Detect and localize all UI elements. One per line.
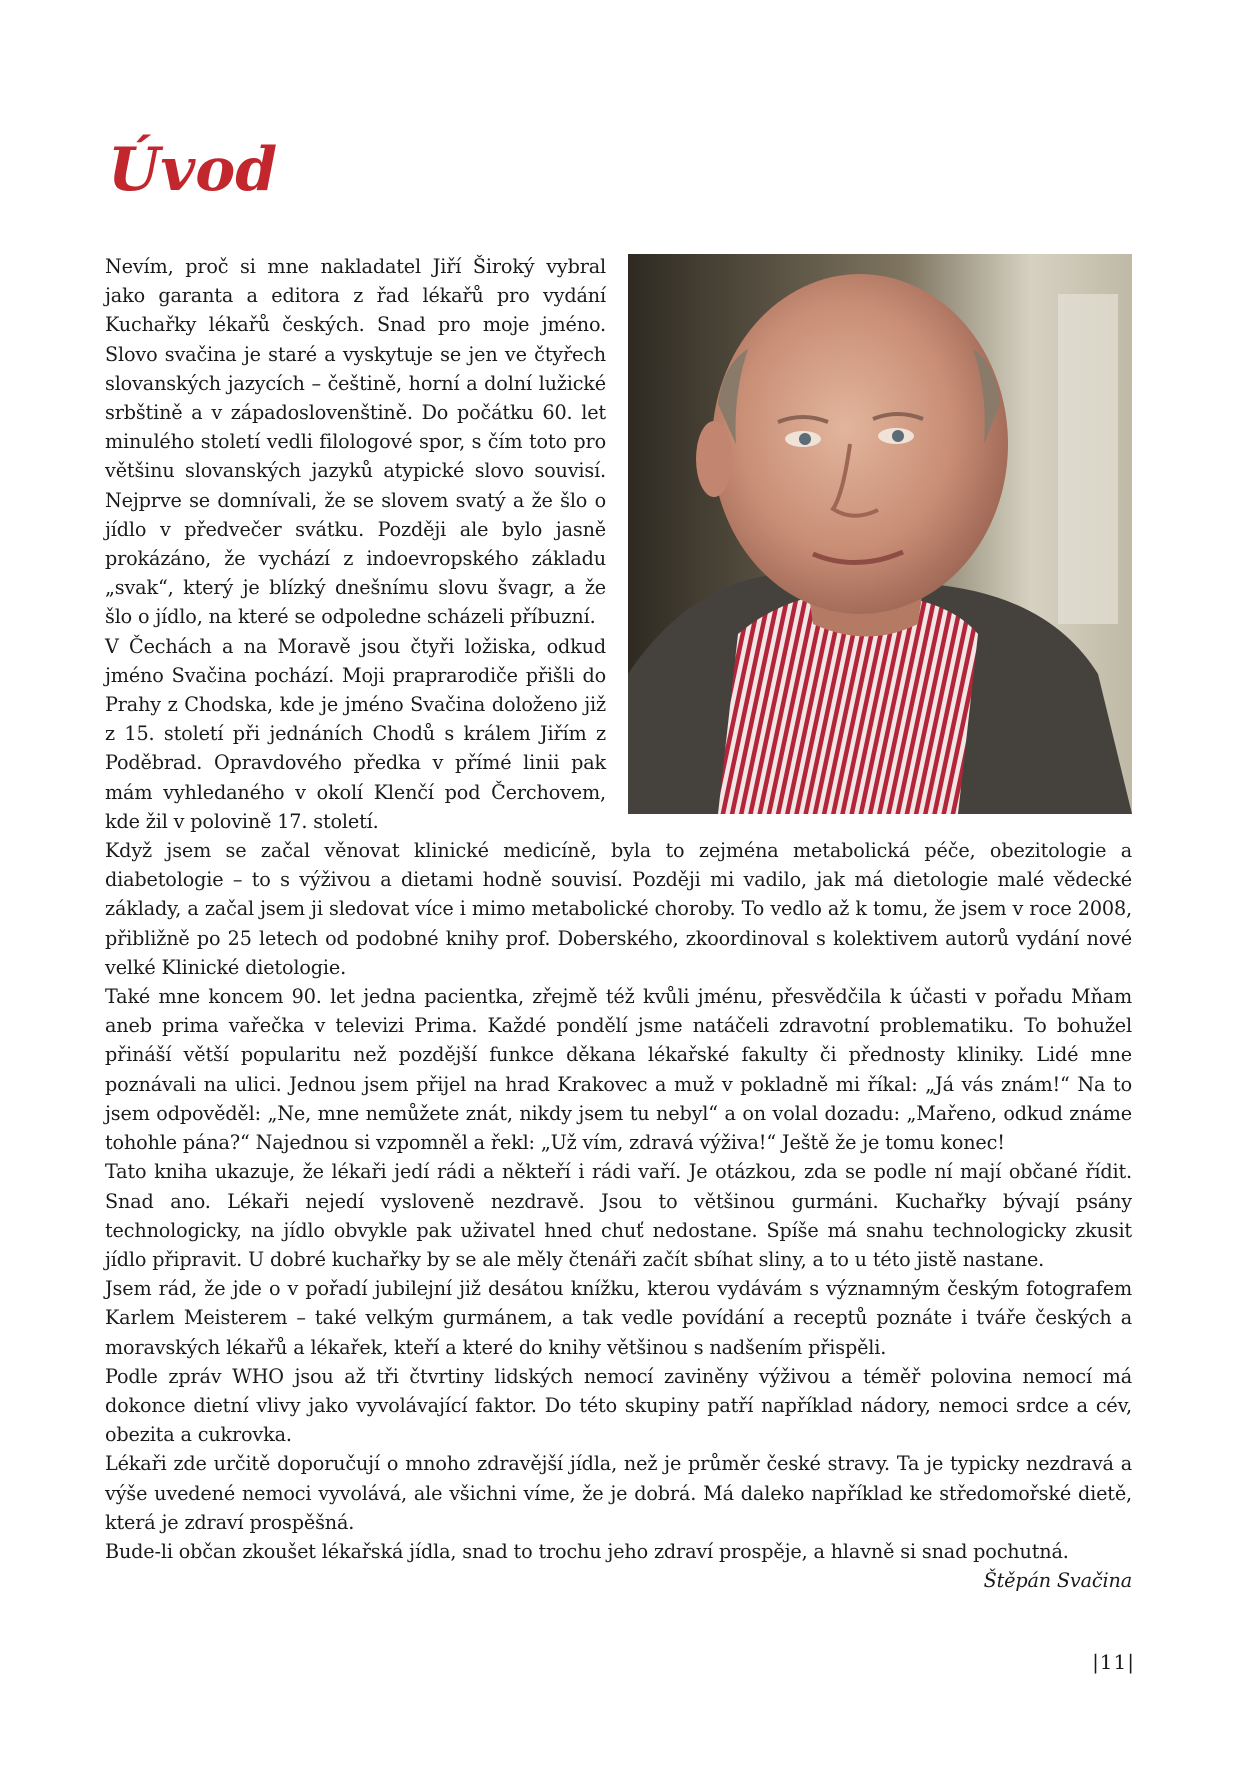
paragraph-4: Také mne koncem 90. let jedna pacientka, zřejmě též kvůli jménu, přesvědčila k účasti v pořadu Mňam aneb prima vařečka v televizi Prima. Každé pondělí jsme natáčeli zdravotní problematiku. To bohužel přináší větší popularitu než pozdější funkce děkana lékařské fakulty či přednosty kliniky. Lidé mne poznávali na ulici. Jednou jsem přijel na hrad Krakovec a muž v pokladně mi říkal: „Já vás znám!“ Na to jsem odpověděl: „Ne, mne nemůžete znát, nikdy jsem tu nebyl“ a on volal dozadu: „Mařeno, odkud známe tohohle pána?“ Najednou si vzpomněl a řekl: „Už vím, zdravá výživa!“ Ještě že je tomu konec! [105, 985, 1132, 1155]
paragraph-3: Když jsem se začal věnovat klinické medicíně, byla to zejména metabolická péče, obezitologie a diabetologie – to s výživou a dietami hodně souvisí. Později mi vadilo, jak má dietologie malé vědecké základy, a začal jsem ji sledovat více i mimo metabolické choroby. To vedlo až k tomu, že jsem v roce 2008, přibližně po 25 letech od podobné knihy prof. Doberského, zkoordinoval s kolektivem autorů vydání nové velké Klinické dietologie. [105, 839, 1132, 979]
paragraph-2: V Čechách a na Moravě jsou čtyři ložiska, odkud jméno Svačina pochází. Moji praprarodiče přišli do Prahy z Chodska, kde je jméno Svačina doloženo již z 15. století při jednáních Chodů s králem Jiřím z Poděbrad. Opravdového předka v přímé linii pak mám vyhledaného v okolí Klenčí pod Čerchovem, kde žil v polovině 17. století. [105, 634, 606, 833]
author-signature: Štěpán Svačina [983, 1569, 1132, 1593]
page-title: Úvod [108, 135, 278, 205]
paragraph-5: Tato kniha ukazuje, že lékaři jedí rádi a někteří i rádi vaří. Je otázkou, zda se podle ní mají občané řídit. Snad ano. Lékaři nejedí vysloveně nezdravě. Jsou to většinou gurmáni. Kuchařky bývají psány technologicky, na jídlo obvykle pak uživatel hned chuť nedostane. Spíše má snahu technologicky zkusit jídlo připravit. U dobré kuchařky by se ale měly čtenáři začít sbíhat sliny, a to u této jistě nastane. [105, 1160, 1132, 1271]
paragraph-7: Podle zpráv WHO jsou až tři čtvrtiny lidských nemocí zaviněny výživou a téměř polovina nemocí má dokonce dietní vlivy jako vyvolávající faktor. Do této skupiny patří například nádory, nemoci srdce a cév, obezita a cukrovka. [105, 1364, 1132, 1447]
portrait-image [628, 254, 1132, 814]
author-portrait-photo [628, 254, 1132, 814]
paragraph-8: Lékaři zde určitě doporučují o mnoho zdravější jídla, než je průměr české stravy. Ta je typicky nezdravá a výše uvedené nemoci vyvolává, ale všichni víme, že je dobrá. Má daleko například ke středomořské dietě, která je zdraví prospěšná. [105, 1452, 1132, 1534]
paragraph-6: Jsem rád, že jde o v pořadí jubilejní již desátou knížku, kterou vydávám s významným českým fotografem Karlem Meisterem – také velkým gurmánem, a tak vedle povídání a receptů poznáte i tváře českých a moravských lékařů a lékařek, kteří a které do knihy většinou s nadšením přispěli. [105, 1277, 1132, 1359]
paragraph-9: Bude-li občan zkoušet lékařská jídla, snad to trochu jeho zdraví prospěje, a hlavně si snad pochutná. [105, 1539, 1069, 1563]
article-body [105, 252, 1132, 1595]
page-number: |11| [1092, 1650, 1135, 1674]
paragraph-1: Nevím, proč si mne nakladatel Jiří Široký vybral jako garanta a editora z řad lékařů pro vydání Kuchařky lékařů českých. Snad pro moje jméno. Slovo svačina je staré a vyskytuje se jen ve čtyřech slovanských jazycích – češtině, horní a dolní lužické srbštině a v západoslovenštině. Do počátku 60. let minulého století vedli filologové spor, s čím toto pro většinu slovanských jazyků atypické slovo souvisí. Nejprve se domnívali, že se slovem svatý a že šlo o jídlo v předvečer svátku. Později ale bylo jasně prokázáno, že vychází z indoevropského základu „svak“, který je blízký dnešnímu slovu švagr, a že šlo o jídlo, na které se odpoledne scházeli příbuzní. [105, 255, 606, 629]
